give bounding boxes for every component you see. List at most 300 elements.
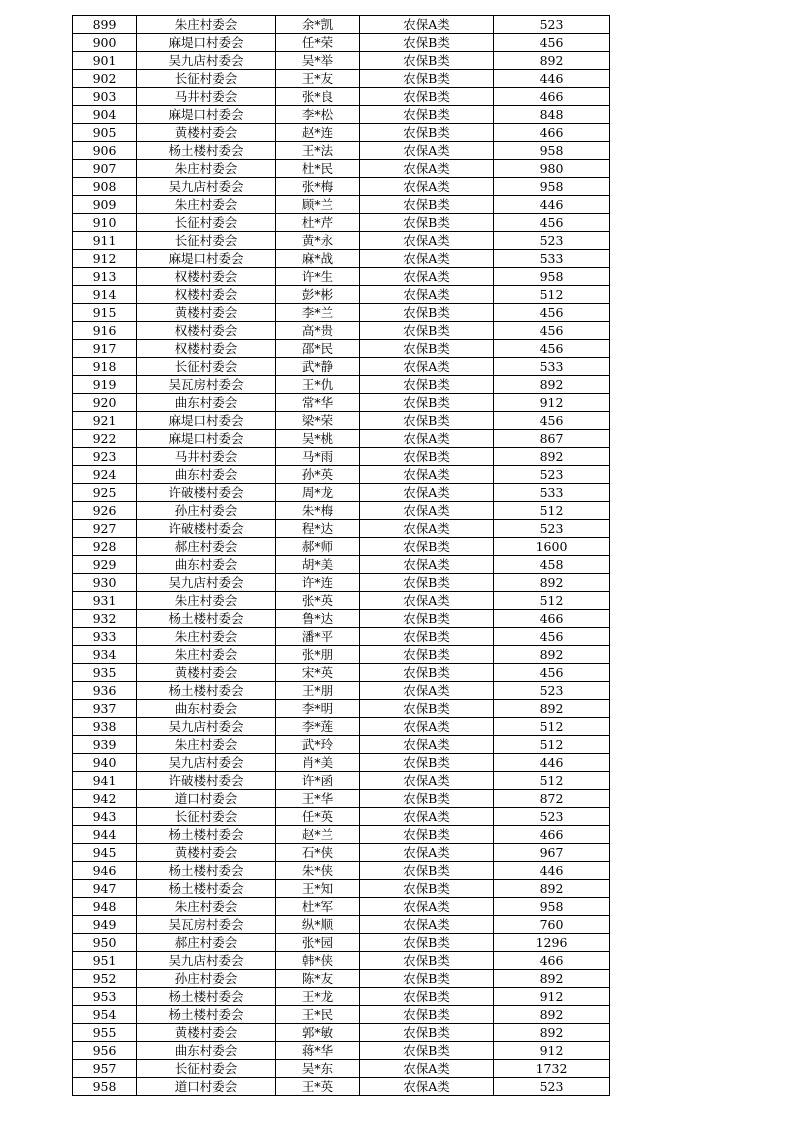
row-number-cell: 928 (73, 538, 137, 556)
table-row (73, 610, 610, 628)
insurance-type-cell: 农保B类 (360, 448, 494, 466)
table-row (73, 970, 610, 988)
insurance-type-cell: 农保A类 (360, 286, 494, 304)
table-row (73, 106, 610, 124)
table-row (73, 556, 610, 574)
amount-cell: 912 (494, 988, 610, 1006)
person-name-cell: 许*连 (276, 574, 360, 592)
row-number-cell: 937 (73, 700, 137, 718)
table-row (73, 448, 610, 466)
insurance-type-cell: 农保B类 (360, 862, 494, 880)
amount-cell: 446 (494, 70, 610, 88)
table-row (73, 988, 610, 1006)
village-committee-cell: 马井村委会 (137, 88, 276, 106)
insurance-type-cell: 农保B类 (360, 880, 494, 898)
amount-cell: 446 (494, 862, 610, 880)
row-number-cell: 917 (73, 340, 137, 358)
row-number-cell: 951 (73, 952, 137, 970)
insurance-type-cell: 农保B类 (360, 646, 494, 664)
person-name-cell: 王*仇 (276, 376, 360, 394)
insurance-type-cell: 农保A类 (360, 358, 494, 376)
table-row (73, 358, 610, 376)
village-committee-cell: 曲东村委会 (137, 700, 276, 718)
person-name-cell: 许*函 (276, 772, 360, 790)
village-committee-cell: 吴九店村委会 (137, 574, 276, 592)
row-number-cell: 905 (73, 124, 137, 142)
table-row (73, 628, 610, 646)
village-committee-cell: 朱庄村委会 (137, 592, 276, 610)
village-committee-cell: 道口村委会 (137, 790, 276, 808)
row-number-cell: 924 (73, 466, 137, 484)
table-row (73, 736, 610, 754)
insurance-type-cell: 农保A类 (360, 142, 494, 160)
row-number-cell: 903 (73, 88, 137, 106)
table-row (73, 1006, 610, 1024)
table-row (73, 322, 610, 340)
person-name-cell: 朱*侠 (276, 862, 360, 880)
insurance-type-cell: 农保B类 (360, 394, 494, 412)
table-row (73, 538, 610, 556)
amount-cell: 523 (494, 808, 610, 826)
person-name-cell: 赵*连 (276, 124, 360, 142)
row-number-cell: 911 (73, 232, 137, 250)
village-committee-cell: 杨土楼村委会 (137, 1006, 276, 1024)
person-name-cell: 高*贵 (276, 322, 360, 340)
person-name-cell: 张*园 (276, 934, 360, 952)
village-committee-cell: 杨土楼村委会 (137, 988, 276, 1006)
person-name-cell: 麻*战 (276, 250, 360, 268)
village-committee-cell: 吴九店村委会 (137, 52, 276, 70)
table-row (73, 394, 610, 412)
insurance-type-cell: 农保B类 (360, 700, 494, 718)
insurance-type-cell: 农保B类 (360, 106, 494, 124)
amount-cell: 892 (494, 52, 610, 70)
row-number-cell: 943 (73, 808, 137, 826)
person-name-cell: 顾*兰 (276, 196, 360, 214)
table-row (73, 214, 610, 232)
amount-cell: 523 (494, 1078, 610, 1096)
table-row (73, 484, 610, 502)
amount-cell: 967 (494, 844, 610, 862)
person-name-cell: 李*明 (276, 700, 360, 718)
village-committee-cell: 麻堤口村委会 (137, 250, 276, 268)
village-committee-cell: 朱庄村委会 (137, 646, 276, 664)
village-committee-cell: 权楼村委会 (137, 286, 276, 304)
insurance-type-cell: 农保A类 (360, 160, 494, 178)
table-row (73, 34, 610, 52)
person-name-cell: 赵*兰 (276, 826, 360, 844)
amount-cell: 1296 (494, 934, 610, 952)
village-committee-cell: 权楼村委会 (137, 268, 276, 286)
person-name-cell: 吴*东 (276, 1060, 360, 1078)
table-row (73, 160, 610, 178)
person-name-cell: 王*朋 (276, 682, 360, 700)
person-name-cell: 韩*侠 (276, 952, 360, 970)
table-row (73, 1042, 610, 1060)
table-row (73, 250, 610, 268)
row-number-cell: 949 (73, 916, 137, 934)
insurance-type-cell: 农保A类 (360, 430, 494, 448)
row-number-cell: 950 (73, 934, 137, 952)
table-row (73, 916, 610, 934)
table-row (73, 466, 610, 484)
village-committee-cell: 长征村委会 (137, 1060, 276, 1078)
amount-cell: 892 (494, 574, 610, 592)
row-number-cell: 926 (73, 502, 137, 520)
amount-cell: 1600 (494, 538, 610, 556)
amount-cell: 456 (494, 304, 610, 322)
table-row (73, 304, 610, 322)
amount-cell: 466 (494, 610, 610, 628)
insurance-type-cell: 农保A类 (360, 250, 494, 268)
row-number-cell: 939 (73, 736, 137, 754)
insurance-type-cell: 农保A类 (360, 178, 494, 196)
amount-cell: 892 (494, 970, 610, 988)
row-number-cell: 899 (73, 16, 137, 34)
person-name-cell: 朱*梅 (276, 502, 360, 520)
insurance-type-cell: 农保B类 (360, 538, 494, 556)
row-number-cell: 910 (73, 214, 137, 232)
village-committee-cell: 杨土楼村委会 (137, 826, 276, 844)
row-number-cell: 946 (73, 862, 137, 880)
amount-cell: 512 (494, 772, 610, 790)
row-number-cell: 947 (73, 880, 137, 898)
village-committee-cell: 杨土楼村委会 (137, 880, 276, 898)
table-row (73, 340, 610, 358)
person-name-cell: 王*英 (276, 1078, 360, 1096)
insurance-type-cell: 农保A类 (360, 592, 494, 610)
village-committee-cell: 曲东村委会 (137, 1042, 276, 1060)
village-committee-cell: 权楼村委会 (137, 322, 276, 340)
amount-cell: 892 (494, 376, 610, 394)
amount-cell: 466 (494, 952, 610, 970)
amount-cell: 456 (494, 628, 610, 646)
person-name-cell: 杜*芹 (276, 214, 360, 232)
insurance-type-cell: 农保B类 (360, 1042, 494, 1060)
insurance-type-cell: 农保A类 (360, 466, 494, 484)
person-name-cell: 彭*彬 (276, 286, 360, 304)
amount-cell: 912 (494, 394, 610, 412)
table-row (73, 808, 610, 826)
row-number-cell: 904 (73, 106, 137, 124)
insurance-type-cell: 农保B类 (360, 988, 494, 1006)
table-row (73, 898, 610, 916)
row-number-cell: 919 (73, 376, 137, 394)
village-committee-cell: 麻堤口村委会 (137, 106, 276, 124)
row-number-cell: 914 (73, 286, 137, 304)
row-number-cell: 920 (73, 394, 137, 412)
row-number-cell: 942 (73, 790, 137, 808)
row-number-cell: 902 (73, 70, 137, 88)
table-row (73, 682, 610, 700)
insurance-type-cell: 农保B类 (360, 196, 494, 214)
person-name-cell: 杜*军 (276, 898, 360, 916)
row-number-cell: 958 (73, 1078, 137, 1096)
table-row (73, 880, 610, 898)
amount-cell: 512 (494, 502, 610, 520)
village-committee-cell: 权楼村委会 (137, 340, 276, 358)
person-name-cell: 任*英 (276, 808, 360, 826)
row-number-cell: 935 (73, 664, 137, 682)
person-name-cell: 王*知 (276, 880, 360, 898)
row-number-cell: 938 (73, 718, 137, 736)
table-row (73, 1060, 610, 1078)
insurance-type-cell: 农保B类 (360, 952, 494, 970)
insurance-type-cell: 农保A类 (360, 772, 494, 790)
table-row (73, 754, 610, 772)
person-name-cell: 胡*美 (276, 556, 360, 574)
village-committee-cell: 长征村委会 (137, 70, 276, 88)
village-committee-cell: 朱庄村委会 (137, 628, 276, 646)
table-row (73, 268, 610, 286)
village-committee-cell: 长征村委会 (137, 808, 276, 826)
amount-cell: 533 (494, 484, 610, 502)
amount-cell: 446 (494, 754, 610, 772)
row-number-cell: 908 (73, 178, 137, 196)
village-committee-cell: 朱庄村委会 (137, 160, 276, 178)
amount-cell: 980 (494, 160, 610, 178)
village-committee-cell: 朱庄村委会 (137, 16, 276, 34)
village-committee-cell: 曲东村委会 (137, 466, 276, 484)
amount-cell: 512 (494, 736, 610, 754)
insurance-type-cell: 农保B类 (360, 574, 494, 592)
table-row (73, 844, 610, 862)
row-number-cell: 922 (73, 430, 137, 448)
person-name-cell: 张*良 (276, 88, 360, 106)
table-row (73, 646, 610, 664)
insurance-type-cell: 农保B类 (360, 1006, 494, 1024)
insurance-type-cell: 农保B类 (360, 754, 494, 772)
person-name-cell: 张*梅 (276, 178, 360, 196)
table-row (73, 376, 610, 394)
row-number-cell: 915 (73, 304, 137, 322)
village-committee-cell: 吴九店村委会 (137, 178, 276, 196)
person-name-cell: 王*友 (276, 70, 360, 88)
amount-cell: 466 (494, 88, 610, 106)
person-name-cell: 郭*敏 (276, 1024, 360, 1042)
village-committee-cell: 曲东村委会 (137, 556, 276, 574)
village-committee-cell: 长征村委会 (137, 232, 276, 250)
row-number-cell: 955 (73, 1024, 137, 1042)
insurance-type-cell: 农保B类 (360, 376, 494, 394)
insurance-type-cell: 农保B类 (360, 1024, 494, 1042)
person-name-cell: 黄*永 (276, 232, 360, 250)
row-number-cell: 936 (73, 682, 137, 700)
village-committee-cell: 许破楼村委会 (137, 484, 276, 502)
village-committee-cell: 杨土楼村委会 (137, 610, 276, 628)
table-row (73, 862, 610, 880)
insurance-type-cell: 农保B类 (360, 970, 494, 988)
village-committee-cell: 杨土楼村委会 (137, 862, 276, 880)
insurance-type-cell: 农保B类 (360, 826, 494, 844)
village-committee-cell: 吴九店村委会 (137, 952, 276, 970)
insurance-type-cell: 农保A类 (360, 232, 494, 250)
table-row (73, 592, 610, 610)
amount-cell: 512 (494, 718, 610, 736)
table-row (73, 196, 610, 214)
person-name-cell: 陈*友 (276, 970, 360, 988)
amount-cell: 523 (494, 520, 610, 538)
insurance-type-cell: 农保A类 (360, 520, 494, 538)
insurance-type-cell: 农保A类 (360, 556, 494, 574)
village-committee-cell: 吴瓦房村委会 (137, 376, 276, 394)
person-name-cell: 纵*顺 (276, 916, 360, 934)
insurance-type-cell: 农保A类 (360, 484, 494, 502)
insurance-type-cell: 农保B类 (360, 52, 494, 70)
row-number-cell: 921 (73, 412, 137, 430)
insurance-type-cell: 农保A类 (360, 16, 494, 34)
table-row (73, 178, 610, 196)
insurance-type-cell: 农保A类 (360, 808, 494, 826)
row-number-cell: 957 (73, 1060, 137, 1078)
village-committee-cell: 黄楼村委会 (137, 304, 276, 322)
amount-cell: 892 (494, 1024, 610, 1042)
amount-cell: 533 (494, 250, 610, 268)
person-name-cell: 梁*荣 (276, 412, 360, 430)
amount-cell: 512 (494, 592, 610, 610)
amount-cell: 892 (494, 1006, 610, 1024)
village-committee-cell: 黄楼村委会 (137, 844, 276, 862)
insurance-type-cell: 农保B类 (360, 124, 494, 142)
insurance-type-cell: 农保B类 (360, 304, 494, 322)
amount-cell: 958 (494, 268, 610, 286)
insurance-type-cell: 农保B类 (360, 628, 494, 646)
insurance-type-cell: 农保A类 (360, 1078, 494, 1096)
insurance-type-cell: 农保A类 (360, 502, 494, 520)
row-number-cell: 913 (73, 268, 137, 286)
amount-cell: 456 (494, 214, 610, 232)
village-committee-cell: 孙庄村委会 (137, 502, 276, 520)
insurance-type-cell: 农保B类 (360, 322, 494, 340)
person-name-cell: 李*莲 (276, 718, 360, 736)
insurance-type-cell: 农保B类 (360, 610, 494, 628)
row-number-cell: 900 (73, 34, 137, 52)
person-name-cell: 王*华 (276, 790, 360, 808)
table-row (73, 790, 610, 808)
table-row (73, 574, 610, 592)
village-committee-cell: 道口村委会 (137, 1078, 276, 1096)
village-committee-cell: 孙庄村委会 (137, 970, 276, 988)
village-committee-cell: 长征村委会 (137, 358, 276, 376)
person-name-cell: 周*龙 (276, 484, 360, 502)
person-name-cell: 肖*美 (276, 754, 360, 772)
person-name-cell: 张*英 (276, 592, 360, 610)
table-row (73, 718, 610, 736)
person-name-cell: 吴*桃 (276, 430, 360, 448)
person-name-cell: 王*法 (276, 142, 360, 160)
table-row (73, 1078, 610, 1096)
row-number-cell: 954 (73, 1006, 137, 1024)
person-name-cell: 常*华 (276, 394, 360, 412)
insurance-type-cell: 农保A类 (360, 682, 494, 700)
row-number-cell: 930 (73, 574, 137, 592)
table-row (73, 952, 610, 970)
amount-cell: 892 (494, 880, 610, 898)
row-number-cell: 940 (73, 754, 137, 772)
row-number-cell: 932 (73, 610, 137, 628)
insurance-type-cell: 农保B类 (360, 340, 494, 358)
amount-cell: 456 (494, 664, 610, 682)
row-number-cell: 916 (73, 322, 137, 340)
village-committee-cell: 曲东村委会 (137, 394, 276, 412)
amount-cell: 512 (494, 286, 610, 304)
person-name-cell: 邵*民 (276, 340, 360, 358)
table-row (73, 16, 610, 34)
amount-cell: 456 (494, 412, 610, 430)
amount-cell: 458 (494, 556, 610, 574)
amount-cell: 1732 (494, 1060, 610, 1078)
insurance-type-cell: 农保A类 (360, 736, 494, 754)
row-number-cell: 948 (73, 898, 137, 916)
table-row (73, 664, 610, 682)
amount-cell: 456 (494, 34, 610, 52)
village-committee-cell: 麻堤口村委会 (137, 430, 276, 448)
insurance-type-cell: 农保B类 (360, 790, 494, 808)
row-number-cell: 929 (73, 556, 137, 574)
village-committee-cell: 黄楼村委会 (137, 1024, 276, 1042)
amount-cell: 466 (494, 826, 610, 844)
amount-cell: 958 (494, 142, 610, 160)
row-number-cell: 901 (73, 52, 137, 70)
row-number-cell: 945 (73, 844, 137, 862)
table-row (73, 232, 610, 250)
person-name-cell: 马*雨 (276, 448, 360, 466)
table-row (73, 700, 610, 718)
row-number-cell: 923 (73, 448, 137, 466)
amount-cell: 523 (494, 466, 610, 484)
row-number-cell: 956 (73, 1042, 137, 1060)
person-name-cell: 郝*师 (276, 538, 360, 556)
amount-cell: 466 (494, 124, 610, 142)
amount-cell: 892 (494, 448, 610, 466)
amount-cell: 523 (494, 682, 610, 700)
table-row (73, 88, 610, 106)
person-name-cell: 王*龙 (276, 988, 360, 1006)
table-row (73, 430, 610, 448)
amount-cell: 958 (494, 898, 610, 916)
insurance-type-cell: 农保A类 (360, 898, 494, 916)
person-name-cell: 吴*举 (276, 52, 360, 70)
insurance-type-cell: 农保B类 (360, 70, 494, 88)
person-name-cell: 余*凯 (276, 16, 360, 34)
village-committee-cell: 吴九店村委会 (137, 718, 276, 736)
person-name-cell: 武*玲 (276, 736, 360, 754)
village-committee-cell: 黄楼村委会 (137, 664, 276, 682)
amount-cell: 892 (494, 700, 610, 718)
amount-cell: 456 (494, 340, 610, 358)
insurance-type-cell: 农保B类 (360, 934, 494, 952)
person-name-cell: 武*静 (276, 358, 360, 376)
row-number-cell: 944 (73, 826, 137, 844)
table-row (73, 52, 610, 70)
amount-cell: 523 (494, 232, 610, 250)
table-row (73, 286, 610, 304)
table-row (73, 70, 610, 88)
person-name-cell: 任*荣 (276, 34, 360, 52)
person-name-cell: 孙*英 (276, 466, 360, 484)
roster-table (72, 15, 610, 1096)
person-name-cell: 石*侠 (276, 844, 360, 862)
amount-cell: 958 (494, 178, 610, 196)
person-name-cell: 蒋*华 (276, 1042, 360, 1060)
insurance-type-cell: 农保B类 (360, 412, 494, 430)
amount-cell: 848 (494, 106, 610, 124)
person-name-cell: 鲁*达 (276, 610, 360, 628)
amount-cell: 892 (494, 646, 610, 664)
table-row (73, 520, 610, 538)
amount-cell: 912 (494, 1042, 610, 1060)
amount-cell: 867 (494, 430, 610, 448)
